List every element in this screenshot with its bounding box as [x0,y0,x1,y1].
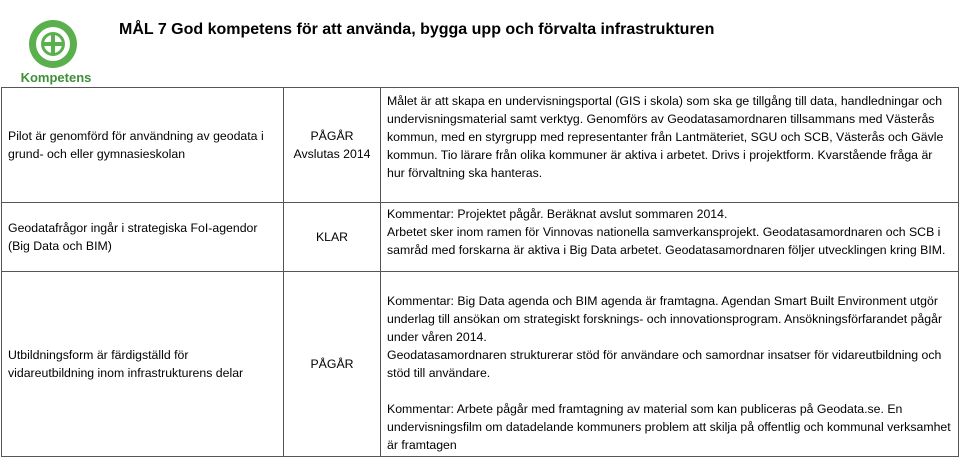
goal-cell [2,203,284,272]
compass-icon [29,20,77,68]
goal-text: Geodatafrågor ingår i strategiska FoI-agendor (Big Data och BIM) [8,221,258,253]
table-row [2,88,959,203]
status-sublabel: Avslutas 2014 [293,147,371,161]
logo-text: Kompetens [20,70,92,85]
status-label: PÅGÅR [310,129,354,143]
status-label: PÅGÅR [310,357,354,371]
description-cell [381,88,959,203]
goal-cell [2,88,284,203]
goals-table [1,87,959,457]
goal-text: Utbildningsform är färdigställd för vidareutbildning inom infrastrukturens delar [8,348,244,380]
status-cell [284,272,381,457]
table-row [2,272,959,457]
table-row [2,203,959,272]
kompetens-logo [19,18,93,86]
goal-text: Pilot är genomförd för användning av geodata i grund- och eller gymnasieskolan [8,129,264,161]
page-title: MÅL 7 God kompetens för att använda, bygga upp och förvalta infrastrukturen [119,21,715,38]
comment-text: Kommentar: Arbete pågår med framtagning av material som kan publiceras på Geodata.se. En undervisningsfilm om datadelande kommuners problem att skilja på offentlig och kommunal verksamhet är framtagen [387,402,951,452]
description-text: Målet är att skapa en undervisningsportal (GIS i skola) som ska ge tillgång till data, handledningar och undervisningsmaterial samt verktyg. Genomförs av Geodatasamordnaren tillsammans med Västerås kommun, med en styrgrupp med representanter från Lantmäteriet, SGU och SCB, Västerås och Gävle kommun. Tio lärare från olika kommuner är aktiva i arbetet. Drivs i projektform. Kvarstående fråga är hur förvaltning ska hanteras. [387,94,944,180]
description-text: Geodatasamordnaren strukturerar stöd för användare och samordnar insatser för vidareutbildning och stöd till användare. [387,348,942,380]
description-text: Arbetet sker inom ramen för Vinnovas nationella samverkansprojekt. Geodatasamordnaren och SCB i samråd med forskarna är aktiva i Big Data arbetet. Geodatasamordnaren följer utvecklingen kring BIM. [387,225,946,257]
header [0,0,959,87]
status-label: KLAR [315,230,349,244]
status-cell [284,203,381,272]
description-cell [381,203,959,272]
comment-text: Kommentar: Big Data agenda och BIM agenda är framtagna. Agendan Smart Built Environment utgör underlag till ansökan om strategiskt forsknings- och innovationsprogram. Ansökningsförfarandet pågår under våren 2014. [387,294,943,344]
description-cell [381,272,959,457]
status-cell [284,88,381,203]
comment-text: Kommentar: Projektet pågår. Beräknat avslut sommaren 2014. [387,207,728,221]
goal-cell [2,272,284,457]
